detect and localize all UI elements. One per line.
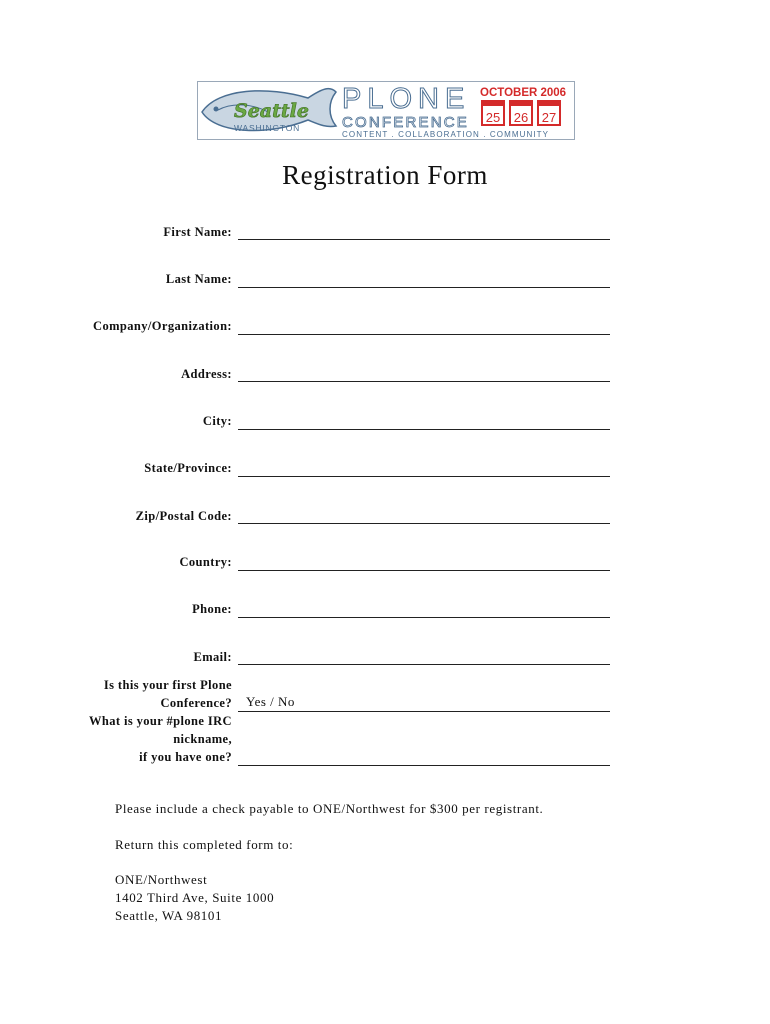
address-label: Address: <box>181 367 232 381</box>
first-name-field[interactable] <box>238 239 610 240</box>
country-field[interactable] <box>238 570 610 571</box>
day-25: 25 <box>485 110 501 125</box>
last-name-label: Last Name: <box>165 272 232 286</box>
month-logo-text: OCTOBER 2006 <box>480 87 567 99</box>
address-field[interactable] <box>238 381 610 382</box>
last-name-field[interactable] <box>238 287 610 288</box>
conference-logo-text: CONFERENCE <box>342 114 470 131</box>
page-title: Registration Form <box>282 160 488 190</box>
irc-label-line3: if you have one? <box>139 750 232 764</box>
mailing-address-line: Seattle, WA 98101 <box>115 908 223 923</box>
calendar-day-icon <box>482 101 504 125</box>
tagline-logo-text: CONTENT . COLLABORATION . COMMUNITY <box>342 130 550 139</box>
first-name-label: First Name: <box>163 225 232 239</box>
company-label: Company/Organization: <box>93 319 232 333</box>
company-field[interactable] <box>238 334 610 335</box>
country-label: Country: <box>179 555 232 569</box>
seattle-logo-text: Seattle <box>234 100 309 122</box>
day-26: 26 <box>513 110 529 125</box>
city-field[interactable] <box>238 429 610 430</box>
mailing-address-line: 1402 Third Ave, Suite 1000 <box>115 890 275 905</box>
plone-logo-text: PLONE <box>342 83 471 115</box>
phone-field[interactable] <box>238 617 610 618</box>
first-plone-label-line1: Is this your first Plone <box>103 678 232 692</box>
first-plone-field[interactable] <box>238 711 610 712</box>
irc-label-line2: nickname, <box>173 732 232 746</box>
calendar-day-icon <box>510 101 532 125</box>
zip-label: Zip/Postal Code: <box>135 509 232 523</box>
state-field[interactable] <box>238 476 610 477</box>
city-label: City: <box>202 414 232 428</box>
conference-banner-logo <box>197 81 575 140</box>
email-label: Email: <box>193 650 232 664</box>
irc-nickname-field[interactable] <box>238 765 610 766</box>
washington-logo-text: WASHINGTON <box>234 123 301 133</box>
state-label: State/Province: <box>144 461 232 475</box>
calendar-day-icon <box>538 101 560 125</box>
first-plone-label-line2: Conference? <box>160 696 232 710</box>
phone-label: Phone: <box>192 602 232 616</box>
return-instructions: Return this completed form to: <box>115 837 294 852</box>
zip-field[interactable] <box>238 523 610 524</box>
day-27: 27 <box>541 110 557 125</box>
payment-instructions: Please include a check payable to ONE/Northwest for $300 per registrant. <box>115 801 544 816</box>
irc-label-line1: What is your #plone IRC <box>88 714 232 728</box>
mailing-address-line: ONE/Northwest <box>115 872 208 887</box>
yes-no-choice[interactable]: Yes / No <box>246 694 295 709</box>
email-field[interactable] <box>238 664 610 665</box>
